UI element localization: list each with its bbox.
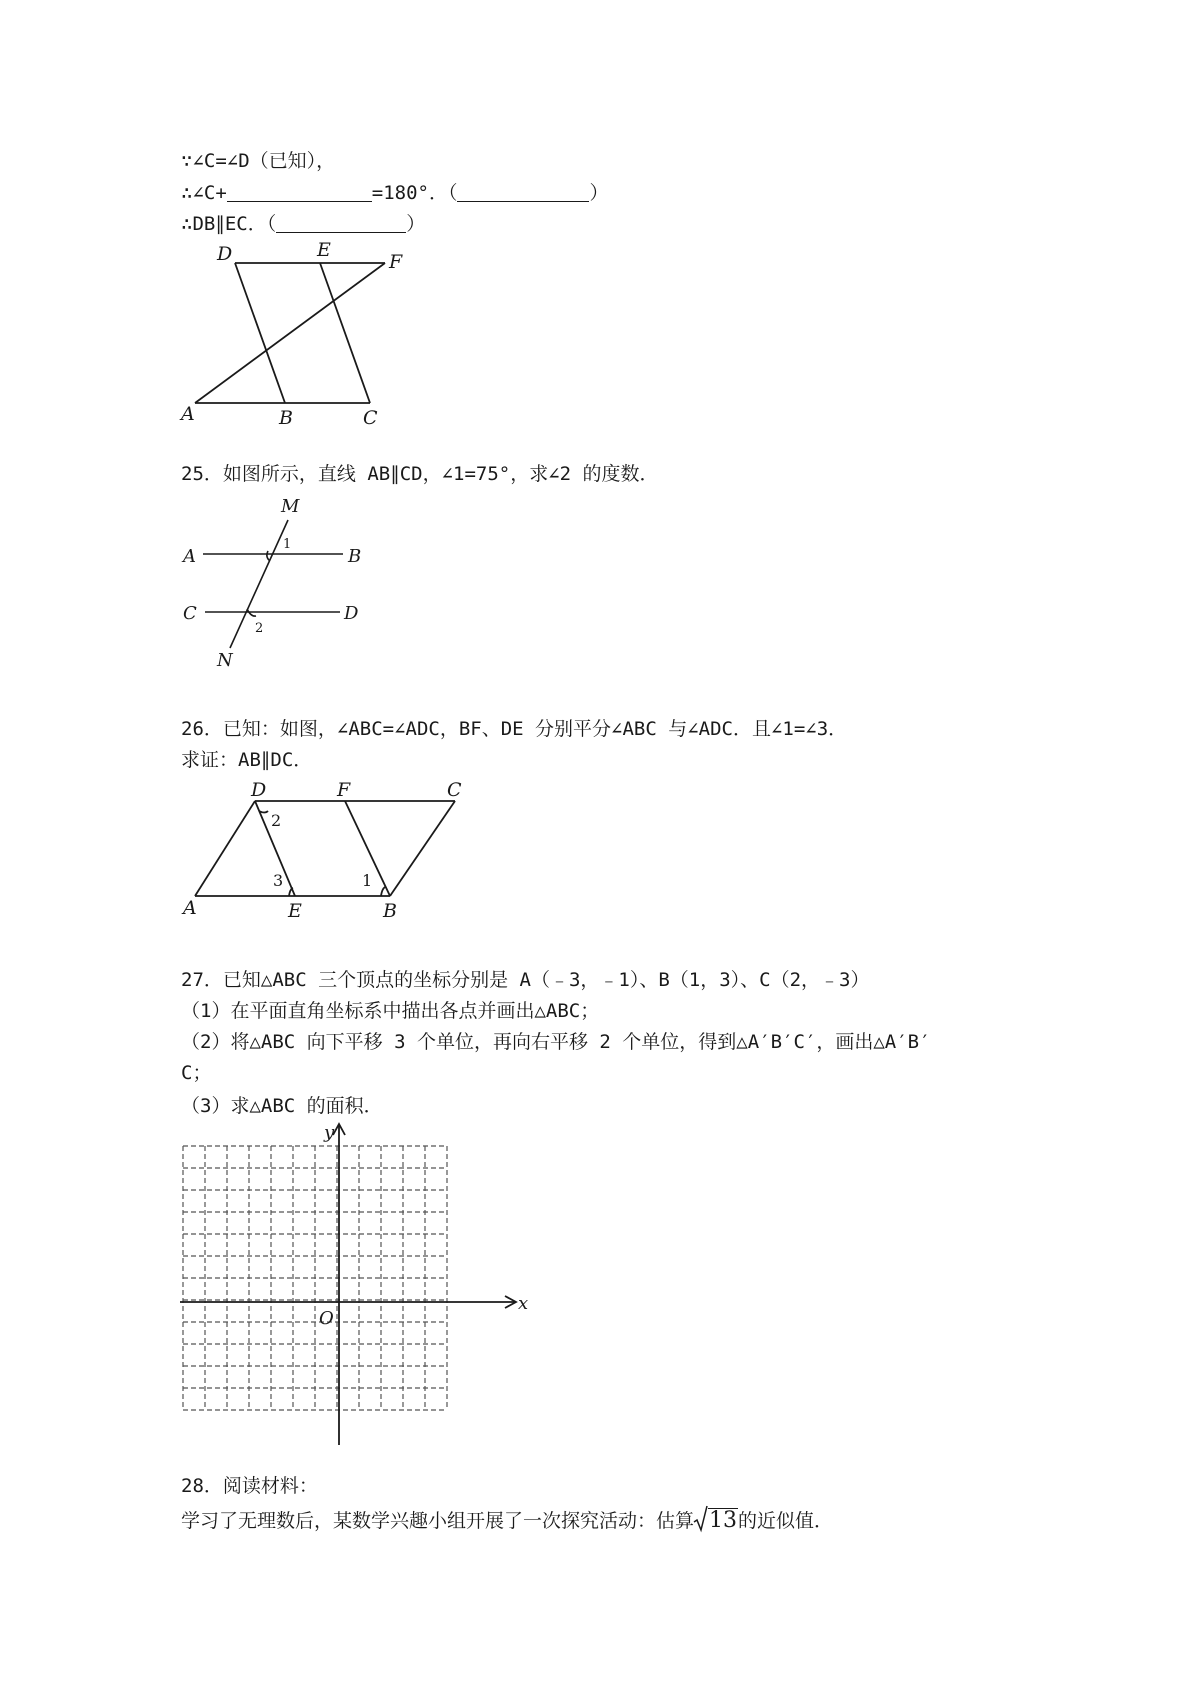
q26-line-2: 求证：AB∥DC． (181, 749, 313, 771)
label-angle-3: 3 (273, 871, 284, 890)
label-angle-1: 1 (283, 537, 292, 552)
line-EC (320, 263, 370, 403)
label-E: E (317, 239, 331, 261)
angle-2-arc (259, 811, 268, 813)
coordinate-grid[interactable] (175, 1120, 535, 1450)
label-angle-2: 2 (271, 811, 282, 830)
line-AF (195, 263, 385, 403)
q25-figure (175, 490, 375, 670)
label-B: B (279, 407, 293, 429)
label-F: F (389, 251, 403, 273)
reason-blank[interactable] (276, 212, 406, 233)
q27-line-1: 27．已知△ABC 三个顶点的坐标分别是 A（﹣3，﹣1）、B（1，3）、C（2，﹣3） (181, 969, 870, 991)
label-C: C (183, 603, 197, 624)
label-D: D (344, 603, 359, 624)
label-B: B (348, 546, 362, 567)
q26-figure (175, 776, 475, 926)
label-D: D (251, 779, 267, 801)
q25-text: 25．如图所示，直线 AB∥CD，∠1=75°，求∠2 的度数． (181, 463, 659, 485)
label-A: A (181, 403, 195, 425)
label-C: C (447, 779, 462, 801)
proof-line-3-prefix: ∴DB∥EC．（ (181, 213, 277, 235)
reason-blank[interactable] (457, 181, 589, 202)
label-A: A (183, 546, 196, 567)
angle-1-arc (381, 887, 385, 896)
q27-line-2: （1）在平面直角坐标系中描出各点并画出△ABC； (181, 1000, 600, 1022)
line-DA (195, 801, 255, 896)
proof-line-2-prefix: ∴∠C+ (181, 182, 227, 204)
answer-blank[interactable] (227, 181, 372, 202)
label-B: B (383, 900, 397, 922)
q28-line-2 (181, 1505, 833, 1536)
q27-line-5: （3）求△ABC 的面积． (181, 1095, 383, 1117)
label-C: C (363, 407, 378, 429)
proof-line-2 (181, 180, 608, 206)
proof-line-2-end: ） (589, 182, 609, 204)
proof-line-3-end: ） (406, 213, 426, 235)
proof-line-2-mid: =180°．（ (371, 182, 458, 204)
label-M: M (281, 496, 300, 517)
label-N: N (217, 650, 233, 671)
x-axis-label: x (518, 1293, 529, 1314)
line-CB (390, 801, 455, 896)
proof-line-1: ∵∠C=∠D（已知）， (181, 150, 336, 172)
q28-line-2-suffix: 的近似值． (738, 1510, 834, 1532)
label-angle-1: 1 (362, 871, 373, 890)
q28-line-1: 28．阅读材料： (181, 1475, 318, 1497)
label-angle-2: 2 (255, 621, 264, 636)
q28-line-2-prefix: 学习了无理数后，某数学兴趣小组开展了一次探究活动：估算 (181, 1510, 695, 1532)
line-DB (235, 263, 285, 403)
label-E: E (288, 900, 302, 922)
sqrt-expression (694, 1505, 738, 1536)
label-F: F (337, 779, 351, 801)
q27-line-4: C； (181, 1062, 212, 1084)
proof-figure (175, 238, 415, 428)
label-A: A (183, 897, 197, 919)
q26-line-1: 26．已知：如图，∠ABC=∠ADC，BF、DE 分别平分∠ABC 与∠ADC．且∠1=∠3． (181, 718, 848, 740)
y-axis-label: y (324, 1122, 335, 1143)
proof-line-3 (181, 211, 425, 237)
q27-line-3: （2）将△ABC 向下平移 3 个单位，再向右平移 2 个单位，得到△A′B′C′，画出△A′B′ (181, 1031, 931, 1053)
radical-sign-icon (694, 1505, 708, 1533)
radicand: 13 (709, 1508, 738, 1533)
angle-1-arc (267, 551, 270, 561)
label-D: D (217, 243, 233, 265)
origin-label: O (319, 1308, 334, 1329)
